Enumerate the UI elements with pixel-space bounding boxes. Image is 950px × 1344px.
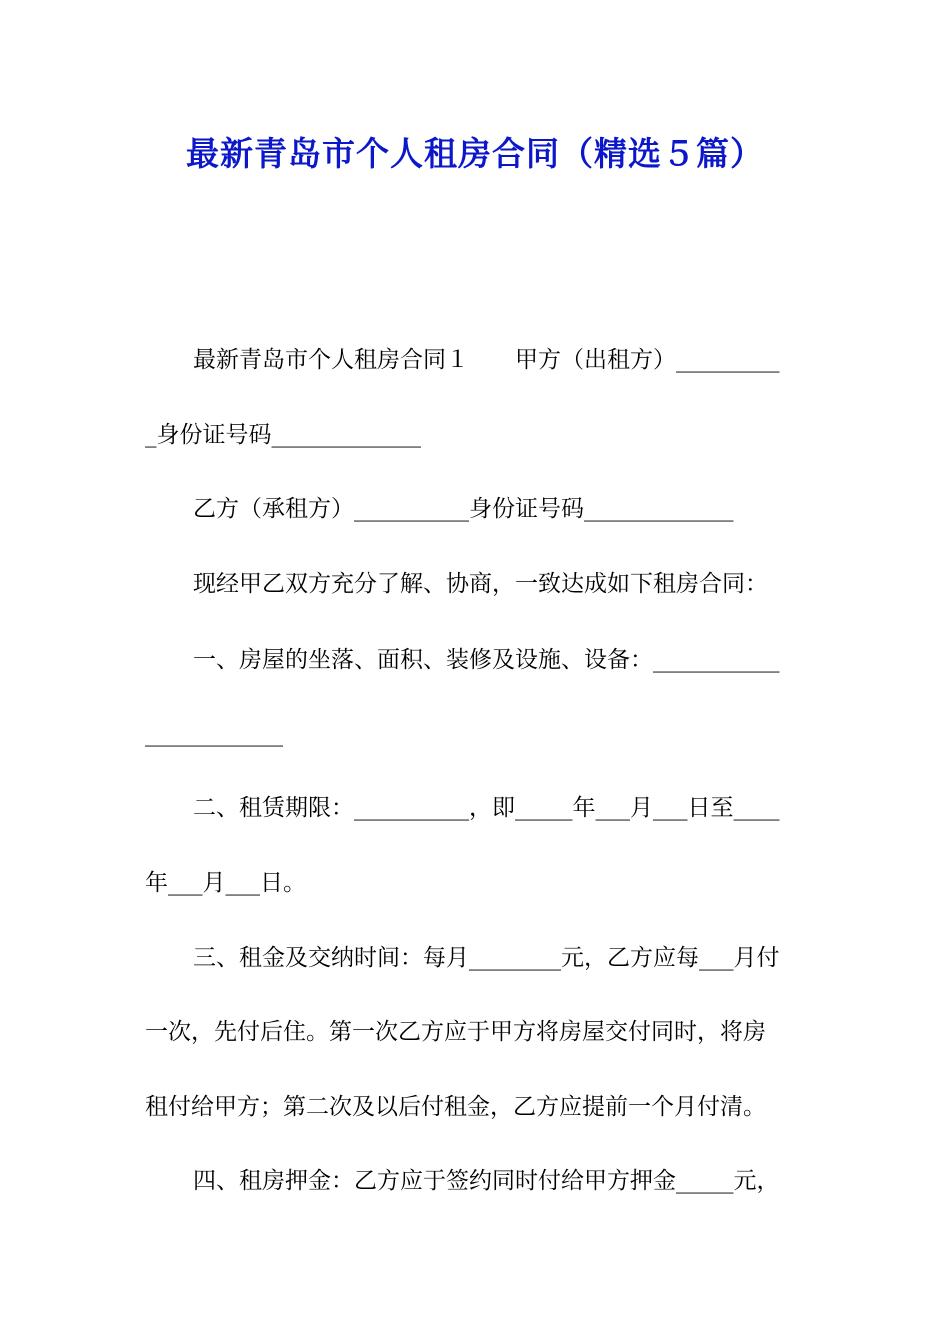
paragraph-line: 一、房屋的坐落、面积、装修及设施、设备：___________ <box>193 647 780 673</box>
paragraph-line: 乙方（承租方）__________身份证号码_____________ <box>193 496 734 522</box>
paragraph-line: 最新青岛市个人租房合同１ 甲方（出租方）_________ <box>193 347 780 373</box>
paragraph-line: ____________ <box>145 721 283 747</box>
paragraph-line: 四、租房押金：乙方应于签约同时付给甲方押金_____元， <box>193 1168 780 1194</box>
paragraph-line: _身份证号码_____________ <box>145 422 421 448</box>
paragraph-line: 租付给甲方；第二次及以后付租金，乙方应提前一个月付清。 <box>145 1094 766 1120</box>
paragraph-line: 现经甲乙双方充分了解、协商，一致达成如下租房合同： <box>193 571 768 597</box>
paragraph-line: 二、租赁期限：__________，即_____年___月___日至____ <box>193 795 780 821</box>
paragraph-line: 三、租金及交纳时间：每月________元，乙方应每___月付 <box>193 945 780 971</box>
document-title: 最新青岛市个人租房合同（精选５篇） <box>186 134 764 173</box>
paragraph-line: 年___月___日。 <box>145 870 306 896</box>
paragraph-line: 一次，先付后住。第一次乙方应于甲方将房屋交付同时，将房 <box>145 1019 766 1045</box>
